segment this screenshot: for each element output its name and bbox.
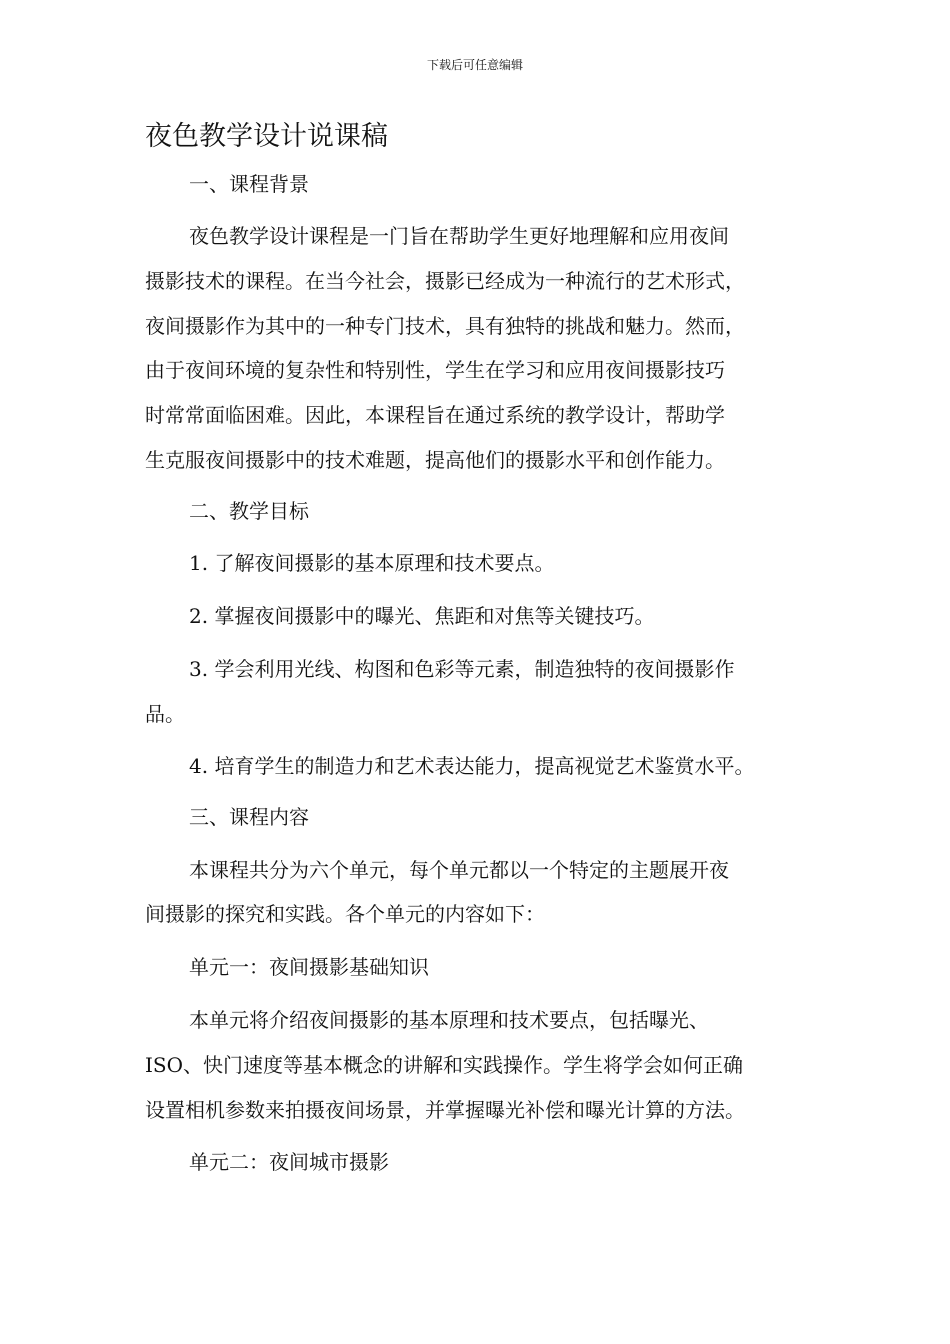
list-item: 3. 学会利用光线、构图和色彩等元素，制造独特的夜间摄影作 [189, 657, 735, 681]
paragraph-line: ISO、快门速度等基本概念的讲解和实践操作。学生将学会如何正确 [145, 1053, 743, 1077]
paragraph-line: 夜间摄影作为其中的一种专门技术，具有独特的挑战和魅力。然而， [145, 314, 745, 338]
paragraph-line: 设置相机参数来拍摄夜间场景，并掌握曝光补偿和曝光计算的方法。 [145, 1098, 745, 1122]
paragraph-line: 生克服夜间摄影中的技术难题，提高他们的摄影水平和创作能力。 [145, 448, 725, 472]
header-note: 下载后可任意编辑 [426, 58, 523, 72]
section-heading-goals: 二、教学目标 [189, 499, 309, 523]
list-item-continuation: 品。 [145, 702, 185, 726]
unit-heading: 单元二：夜间城市摄影 [189, 1150, 389, 1174]
paragraph-line: 间摄影的探究和实践。各个单元的内容如下： [145, 902, 545, 926]
paragraph-line: 夜色教学设计课程是一门旨在帮助学生更好地理解和应用夜间 [189, 224, 729, 248]
paragraph-line: 本单元将介绍夜间摄影的基本原理和技术要点，包括曝光、 [189, 1008, 709, 1032]
unit-heading: 单元一：夜间摄影基础知识 [189, 955, 429, 979]
paragraph-line: 时常常面临困难。因此，本课程旨在通过系统的教学设计，帮助学 [145, 403, 725, 427]
section-heading-background: 一、课程背景 [189, 172, 309, 196]
document-title: 夜色教学设计说课稿 [145, 121, 388, 152]
list-item: 4. 培育学生的制造力和艺术表达能力，提高视觉艺术鉴赏水平。 [189, 754, 755, 778]
list-item: 2. 掌握夜间摄影中的曝光、焦距和对焦等关键技巧。 [189, 604, 655, 628]
list-item: 1. 了解夜间摄影的基本原理和技术要点。 [189, 551, 555, 575]
paragraph-line: 摄影技术的课程。在当今社会，摄影已经成为一种流行的艺术形式， [145, 269, 745, 293]
paragraph-line: 由于夜间环境的复杂性和特别性，学生在学习和应用夜间摄影技巧 [145, 358, 725, 382]
section-heading-content: 三、课程内容 [189, 805, 309, 829]
paragraph-line: 本课程共分为六个单元，每个单元都以一个特定的主题展开夜 [189, 858, 729, 882]
